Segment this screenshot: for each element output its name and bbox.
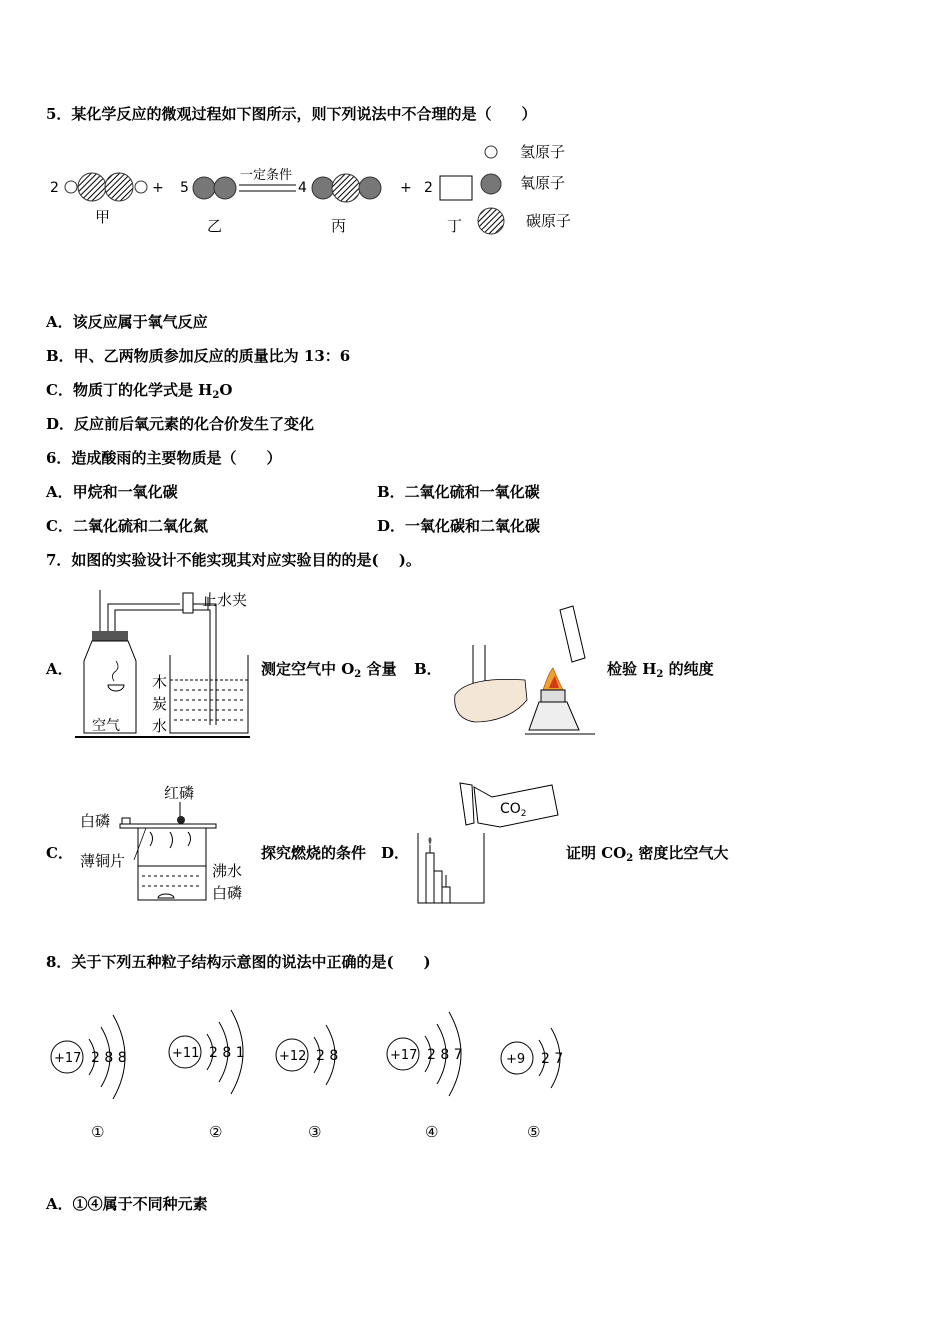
particle-5-electrons: 2 7 xyxy=(541,1051,564,1067)
particle-2-electrons: 2 8 1 xyxy=(209,1045,245,1061)
q6-option-c[interactable]: C．二氧化硫和二氧化氮 xyxy=(46,517,208,535)
label-jia: 甲 xyxy=(95,208,111,226)
coef-jia: 2 xyxy=(50,180,59,196)
particle-4 xyxy=(387,1012,463,1141)
coef-yi: 5 xyxy=(180,180,189,196)
label-bing: 丙 xyxy=(331,217,347,235)
label-water: 水 xyxy=(152,717,168,735)
label-charcoal-2: 炭 xyxy=(152,695,168,713)
label-air: 空气 xyxy=(92,718,120,734)
q8-particle-diagrams xyxy=(40,990,600,1155)
particle-1 xyxy=(51,1015,127,1141)
particle-4-num: ④ xyxy=(425,1123,439,1141)
q5-stem: 5．某化学反应的微观过程如下图所示，则下列说法中不合理的是（ ） xyxy=(46,105,537,123)
particle-1-num: ① xyxy=(91,1123,105,1141)
label-white-phosphorus-top: 白磷 xyxy=(80,812,111,830)
q6-stem: 6．造成酸雨的主要物质是（ ） xyxy=(46,449,282,467)
particle-2-num: ② xyxy=(209,1123,223,1141)
q7-b-sub: 2 xyxy=(656,669,664,680)
q5-option-c[interactable] xyxy=(46,379,232,401)
co2-sub: 2 xyxy=(520,809,527,819)
q7-figure-c xyxy=(78,778,258,908)
label-yi: 乙 xyxy=(207,217,223,235)
q7-a-text xyxy=(261,658,397,680)
particle-4-electrons: 2 8 7 xyxy=(427,1047,463,1063)
coef-ding: 2 xyxy=(424,180,433,196)
particle-5 xyxy=(501,1028,563,1141)
q7-b-text xyxy=(607,658,714,680)
q6-option-d[interactable]: D．一氧化碳和二氧化碳 xyxy=(377,517,541,535)
q7-d-sub: 2 xyxy=(626,853,634,864)
q5-option-c-pre: C．物质丁的化学式是 H xyxy=(46,381,213,399)
q7-c-text: 探究燃烧的条件 xyxy=(261,844,367,862)
condition-label: 一定条件 xyxy=(240,168,293,183)
q7-a-letter[interactable]: A． xyxy=(46,660,73,678)
q5-option-c-sub: 2 xyxy=(212,390,220,401)
q7-figure-a xyxy=(70,585,260,743)
coef-bing: 4 xyxy=(298,180,307,196)
plus-1: + xyxy=(152,180,164,196)
q7-d-post: 密度比空气大 xyxy=(633,844,729,862)
particle-1-nucleus: +17 xyxy=(54,1051,82,1066)
q7-b-pre: 检验 H xyxy=(607,660,657,678)
q7-b-letter[interactable]: B． xyxy=(414,660,442,678)
q5-option-c-post: O xyxy=(219,381,233,399)
label-copper-sheet: 薄铜片 xyxy=(80,852,126,870)
particle-3 xyxy=(276,1025,338,1141)
label-boiling-water: 沸水 xyxy=(212,862,243,880)
q8-option-a[interactable]: A．①④属于不同种元素 xyxy=(46,1195,208,1213)
q7-d-text xyxy=(566,842,728,864)
q7-a-sub: 2 xyxy=(354,669,362,680)
particle-5-nucleus: +9 xyxy=(506,1052,526,1067)
q7-b-post: 的纯度 xyxy=(663,660,714,678)
legend-hydrogen: 氢原子 xyxy=(520,143,566,161)
particle-5-num: ⑤ xyxy=(527,1123,541,1141)
label-red-phosphorus: 红磷 xyxy=(164,784,195,802)
particle-3-nucleus: +12 xyxy=(279,1049,307,1064)
label-white-phosphorus-bottom: 白磷 xyxy=(212,884,243,902)
particle-4-nucleus: +17 xyxy=(390,1048,418,1063)
particle-1-electrons: 2 8 8 xyxy=(91,1050,127,1066)
q7-stem: 7．如图的实验设计不能实现其对应实验目的的是( )。 xyxy=(46,551,421,569)
q5-option-d[interactable]: D．反应前后氧元素的化合价发生了变化 xyxy=(46,415,315,433)
legend-carbon: 碳原子 xyxy=(526,212,572,230)
q7-d-pre: 证明 CO xyxy=(566,844,627,862)
q7-figure-d xyxy=(412,775,562,910)
q7-d-letter[interactable]: D． xyxy=(381,844,410,862)
q5-option-b[interactable]: B．甲、乙两物质参加反应的质量比为 13：6 xyxy=(46,347,351,365)
q5-option-a[interactable]: A．该反应属于氧气反应 xyxy=(46,313,208,331)
label-charcoal-1: 木 xyxy=(152,673,168,691)
co2-pre: CO xyxy=(500,801,521,817)
q6-option-a[interactable]: A．甲烷和一氧化碳 xyxy=(46,483,178,501)
q7-c-letter[interactable]: C． xyxy=(46,844,73,862)
q5-reaction-diagram xyxy=(44,135,604,245)
plus-2: + xyxy=(400,180,412,196)
particle-3-electrons: 2 8 xyxy=(316,1048,339,1064)
particle-2 xyxy=(169,1010,245,1141)
q7-a-pre: 测定空气中 O xyxy=(261,660,355,678)
particle-3-num: ③ xyxy=(308,1123,322,1141)
q8-stem: 8．关于下列五种粒子结构示意图的说法中正确的是( ) xyxy=(46,953,431,971)
label-ding: 丁 xyxy=(447,217,463,235)
legend-oxygen: 氧原子 xyxy=(520,174,566,192)
q7-figure-b xyxy=(445,600,605,740)
label-clamp: 止水夹 xyxy=(202,591,248,609)
q7-a-post: 含量 xyxy=(361,660,397,678)
particle-2-nucleus: +11 xyxy=(172,1046,200,1061)
q6-option-b[interactable]: B．二氧化硫和一氧化碳 xyxy=(377,483,540,501)
